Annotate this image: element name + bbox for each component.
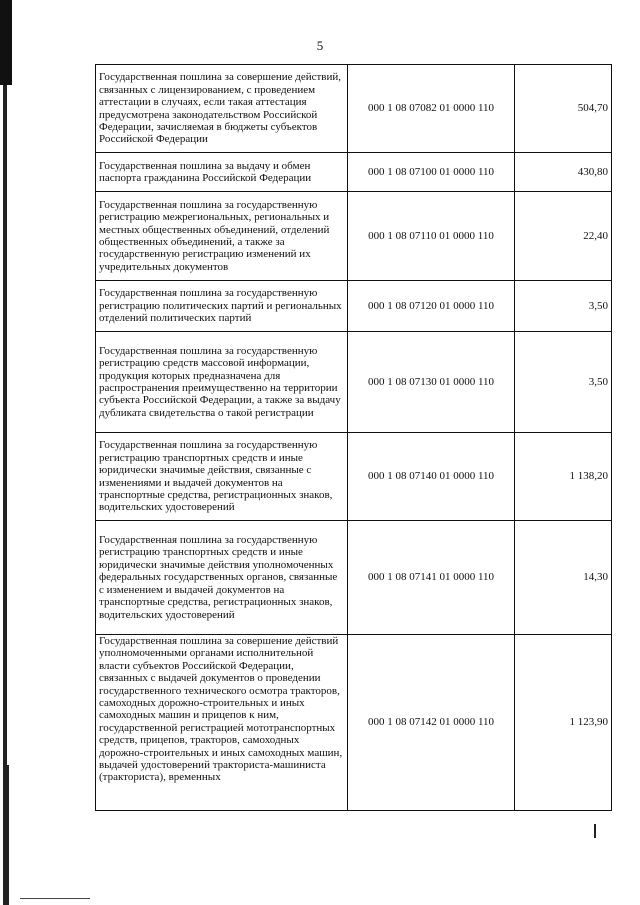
budget-code-cell: 000 1 08 07142 01 0000 110 [348, 635, 515, 811]
table-row [96, 635, 612, 811]
fee-name-cell: Государственная пошлина за государственную регистрацию политических партий и региональных отделений политических партий [96, 281, 348, 332]
fee-name-cell: Государственная пошлина за выдачу и обмен паспорта гражданина Российской Федерации [96, 153, 348, 192]
table-row [96, 521, 612, 635]
budget-code-cell: 000 1 08 07141 01 0000 110 [348, 521, 515, 635]
amount-cell: 14,30 [515, 521, 612, 635]
fee-name-cell: Государственная пошлина за государственную регистрацию межрегиональных, региональных и местных общественных объединений, отделений общественных объединений, а также за государственную регистрацию изменений их учредительных документов [96, 192, 348, 281]
fee-name-cell: Государственная пошлина за совершение действий уполномоченными органами исполнительной власти субъектов Российской Федерации, связанных с выдачей документов о проведении государственного технического осмотра тракторов, самоходных дорожно-строительных и иных самоходных машин и прицепов к ним, государственной регистрацией мототранспортных средств, прицепов, тракторов, самоходных дорожно-строительных и иных самоходных машин, выдачей удостоверений тракториста-машиниста (тракториста), временных [96, 635, 348, 811]
fee-name-cell: Государственная пошлина за государственную регистрацию транспортных средств и иные юридически значимые действия, связанные с изменениями и выдачей документов на транспортные средства, регистрационных знаков, водительских удостоверений [96, 433, 348, 521]
amount-cell: 22,40 [515, 192, 612, 281]
amount-cell: 3,50 [515, 332, 612, 433]
fee-name-cell: Государственная пошлина за государственную регистрацию транспортных средств и иные юридически значимые действия уполномоченных федеральных государственных органов, связанные с изменением и выдачей документов на транспортные средства, регистрационных знаков, водительских удостоверений [96, 521, 348, 635]
fee-name-cell: Государственная пошлина за государственную регистрацию средств массовой информации, продукция которых предназначена для распространения преимущественно на территории субъекта Российской Федерации, а также за выдачу дубликата свидетельства о такой регистрации [96, 332, 348, 433]
amount-cell: 3,50 [515, 281, 612, 332]
fee-name-cell: Государственная пошлина за совершение действий, связанных с лицензированием, с проведением аттестации в случаях, если такая аттестация предусмотрена законодательством Российской Федерации, зачисляемая в бюджеты субъектов Российской Федерации [96, 65, 348, 153]
amount-cell: 1 123,90 [515, 635, 612, 811]
budget-code-cell: 000 1 08 07082 01 0000 110 [348, 65, 515, 153]
budget-code-cell: 000 1 08 07140 01 0000 110 [348, 433, 515, 521]
table-row [96, 153, 612, 192]
budget-code-cell: 000 1 08 07100 01 0000 110 [348, 153, 515, 192]
fees-table [95, 64, 612, 811]
table-row [96, 433, 612, 521]
scan-edge-mark [3, 765, 9, 905]
scan-edge-mark [594, 824, 596, 838]
amount-cell: 504,70 [515, 65, 612, 153]
amount-cell: 430,80 [515, 153, 612, 192]
budget-code-cell: 000 1 08 07120 01 0000 110 [348, 281, 515, 332]
scan-edge-mark [20, 898, 90, 899]
table-row [96, 281, 612, 332]
amount-cell: 1 138,20 [515, 433, 612, 521]
page-number: 5 [316, 38, 324, 53]
scan-edge-mark [3, 85, 7, 765]
budget-code-cell: 000 1 08 07110 01 0000 110 [348, 192, 515, 281]
budget-code-cell: 000 1 08 07130 01 0000 110 [348, 332, 515, 433]
table-row [96, 65, 612, 153]
table-row [96, 332, 612, 433]
table-row [96, 192, 612, 281]
